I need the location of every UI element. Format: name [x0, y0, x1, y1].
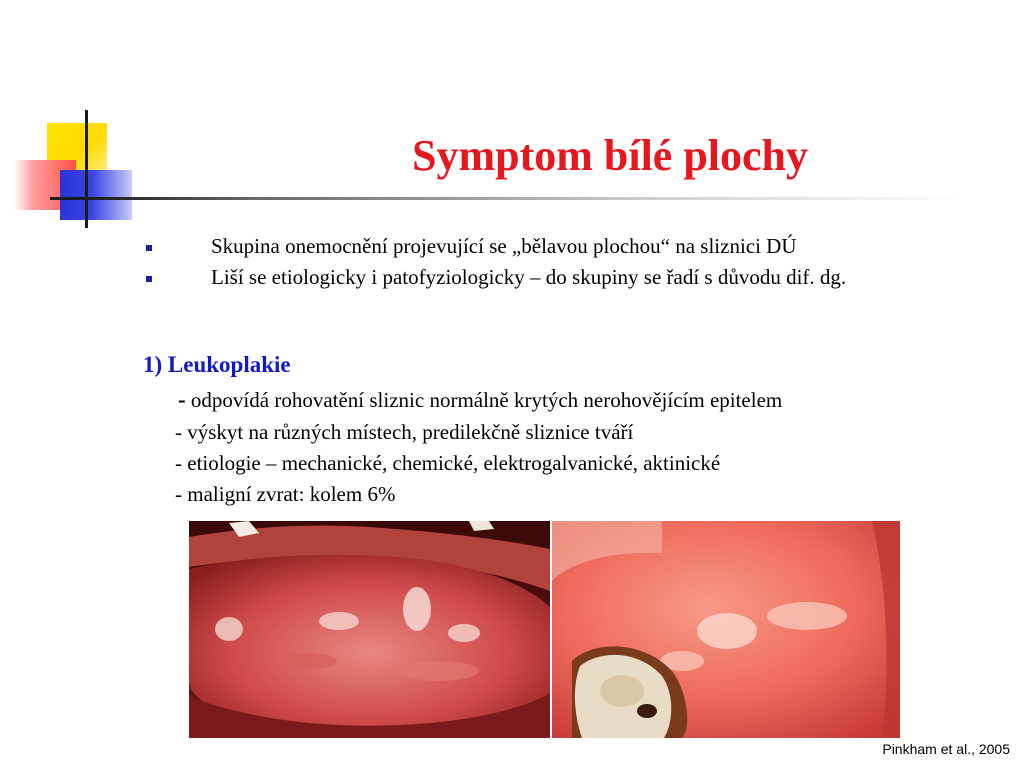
slide-title: Symptom bílé plochy: [411, 131, 809, 180]
bullet-text: Skupina onemocnění projevující se „bělavou plochou“ na sliznici DÚ: [211, 234, 797, 258]
section-heading: 1) Leukoplakie: [143, 352, 291, 377]
detail-line: [178, 387, 782, 413]
image-caption: Pinkham et al., 2005: [882, 741, 1010, 757]
bullet-text: Liší se etiologicky i patofyziologicky – do skupiny se řadí s důvodu dif. dg.: [211, 265, 847, 289]
bullet-square-icon: [146, 276, 152, 282]
detail-line: - výskyt na různých místech, predilekčně sliznice tváří: [175, 420, 634, 444]
buccal-mucosa-photo: [552, 521, 900, 738]
bullet-square-icon: [146, 245, 152, 251]
tongue-photo-image: [189, 521, 550, 738]
vertical-line: [85, 110, 88, 228]
tongue-photo: [189, 521, 550, 738]
bullet-item: [140, 234, 970, 258]
title-rule: [85, 197, 965, 200]
bullet-item: [140, 265, 970, 289]
detail-line: - etiologie – mechanické, chemické, elektrogalvanické, aktinické: [175, 451, 721, 475]
blue-square: [60, 170, 132, 220]
buccal-mucosa-photo-image: [552, 521, 900, 738]
bullet-list: [140, 234, 970, 296]
detail-text: odpovídá rohovatění sliznic normálně krytých nerohovějícím epitelem: [190, 388, 783, 412]
lead-dash: -: [178, 387, 186, 412]
decorative-logo: [0, 0, 150, 240]
detail-line: - maligní zvrat: kolem 6%: [175, 482, 396, 506]
